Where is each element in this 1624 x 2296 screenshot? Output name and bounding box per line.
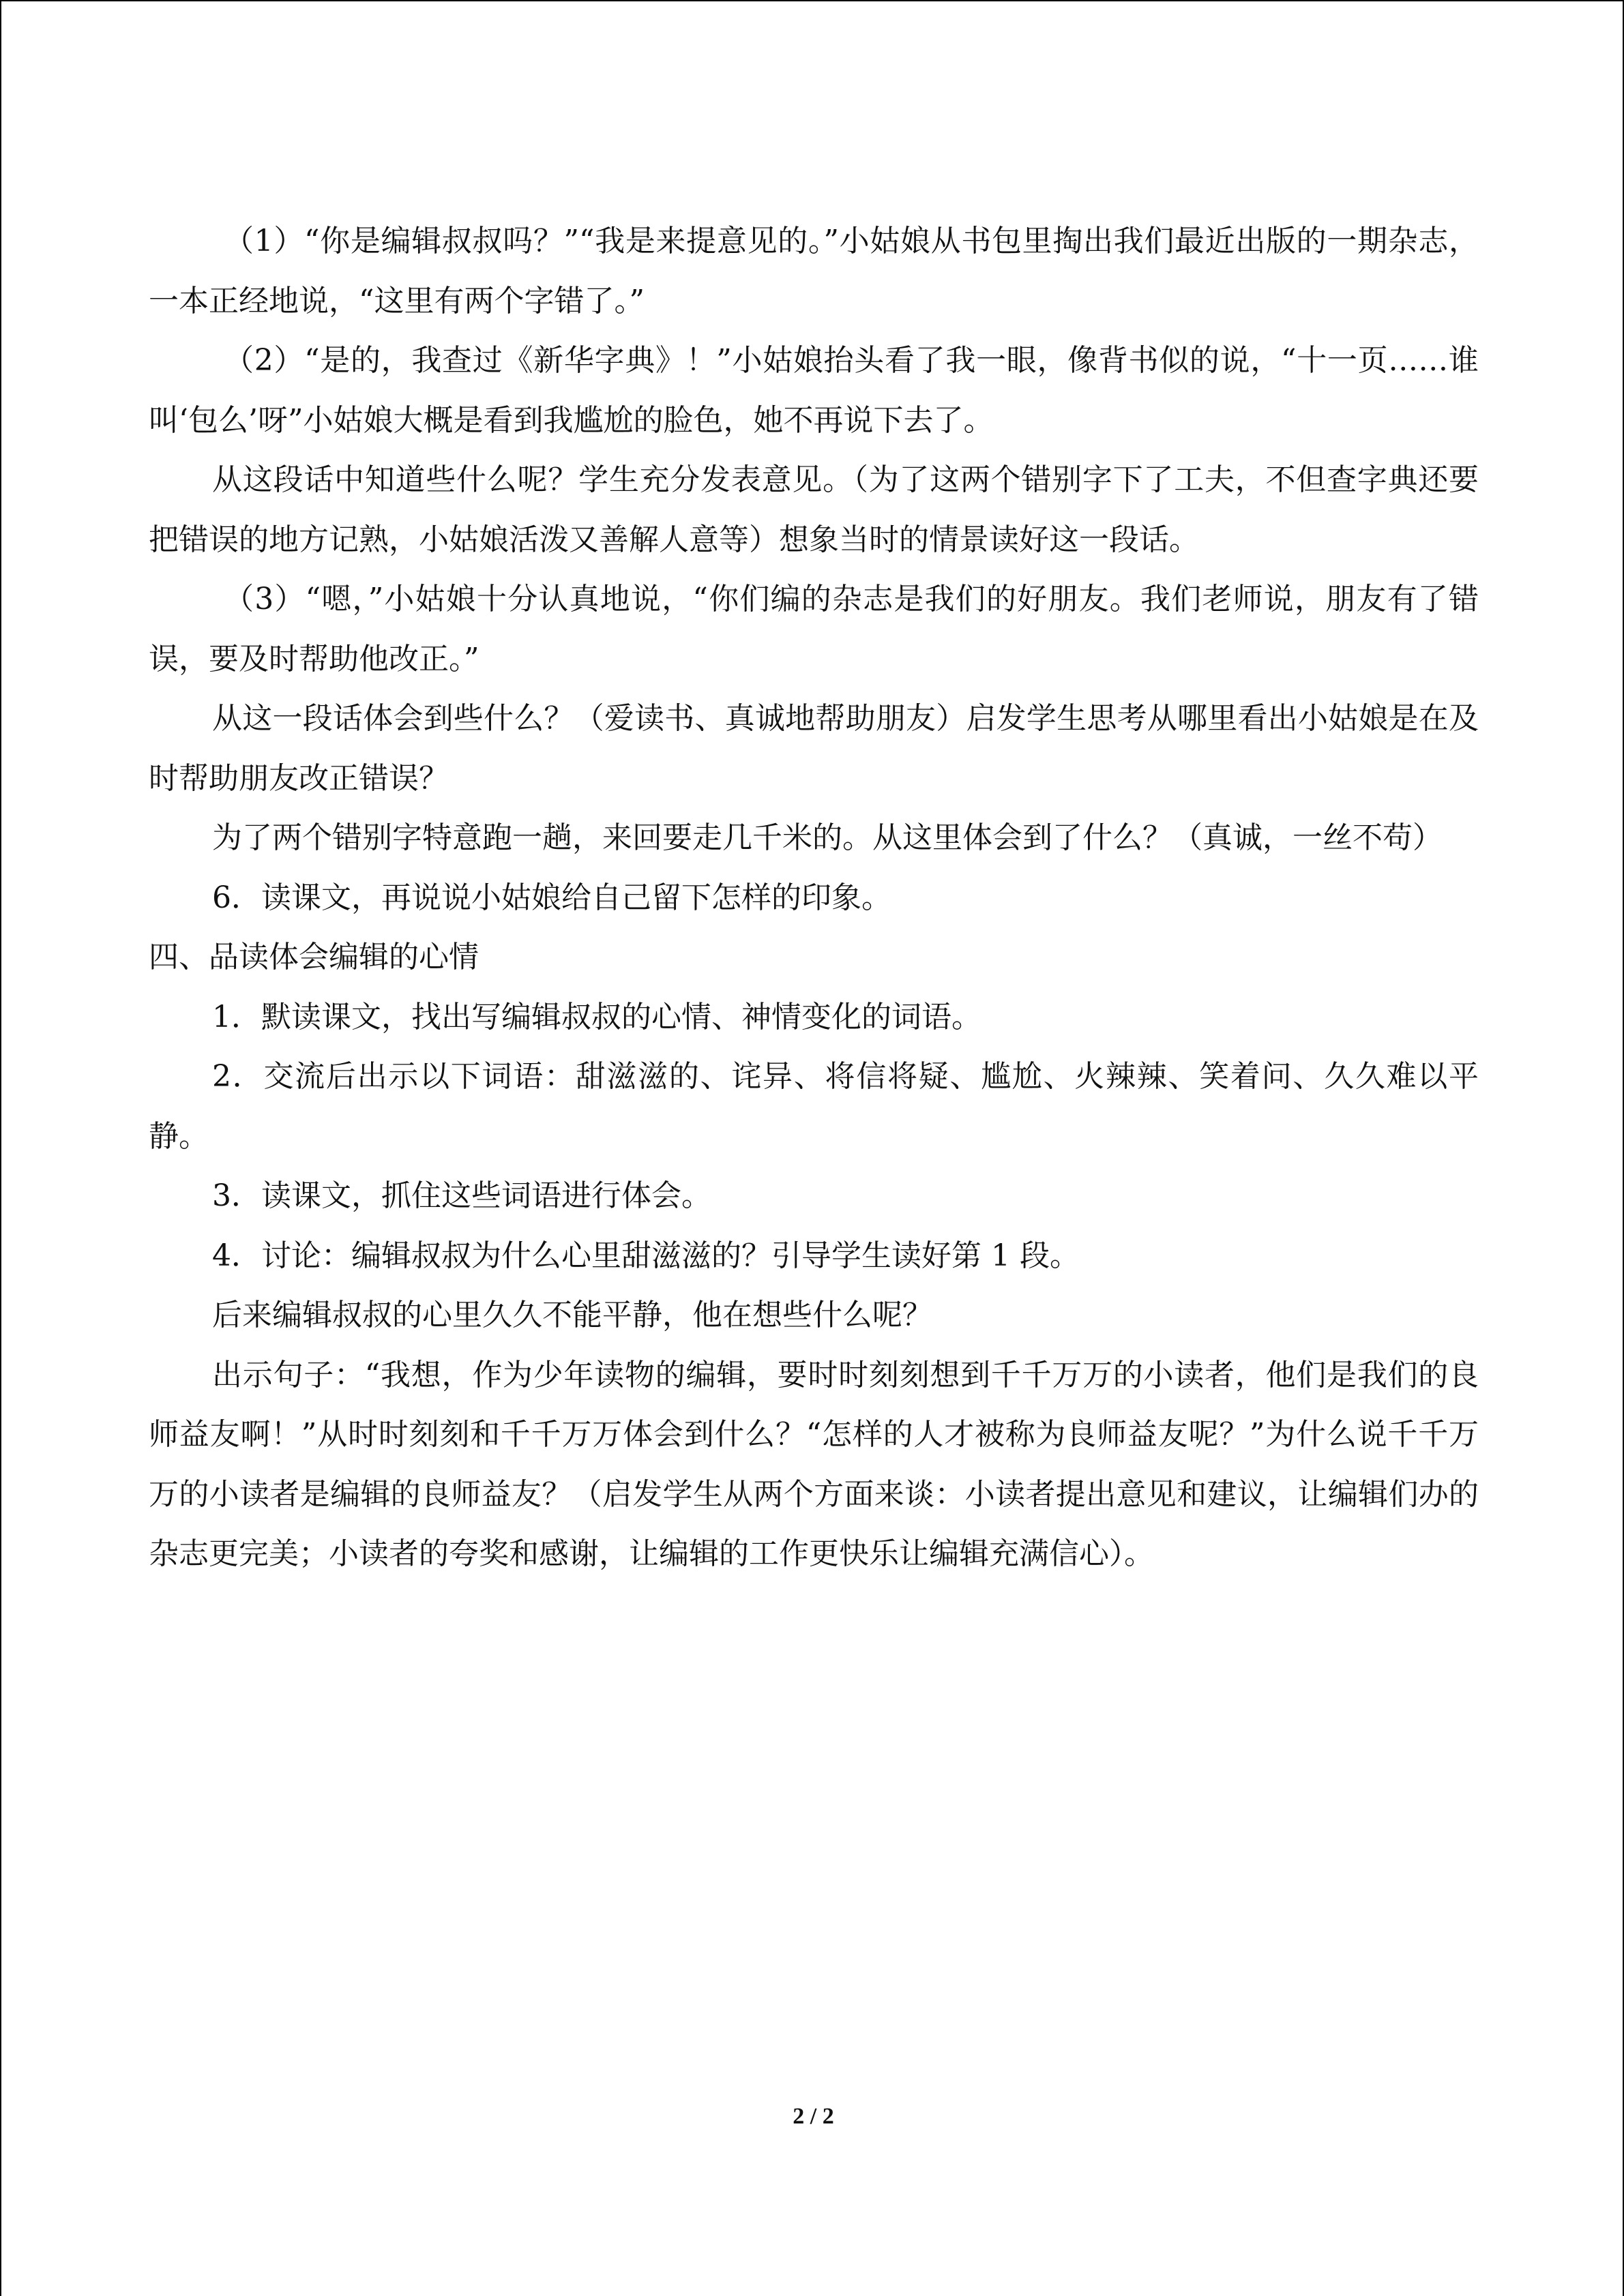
section-heading-4: 四、品读体会编辑的心情 [149,940,479,974]
list-item-6: 6．读课文，再说说小姑娘给自己留下怎样的印象。 [212,880,891,915]
paragraph-discussion-1: 从这段话中知道些什么呢？学生充分发表意见。（为了这两个错别字下了工夫，不但查字典还要把错误的地方记熟，小姑娘活泼又善解人意等）想象当时的情景读好这一段话。 [149,462,1479,557]
document-body [149,211,1479,1584]
page-number: 2 / 2 [793,2104,834,2129]
paragraph-quote-3: （3）“嗯，”小姑娘十分认真地说，“你们编的杂志是我们的好朋友。我们老师说，朋友有了错误，要及时帮助他改正。” [149,582,1479,676]
list-item-1: 1．默读课文，找出写编辑叔叔的心情、神情变化的词语。 [212,999,981,1034]
paragraph-quote-2: （2）“是的，我查过《新华字典》！”小姑娘抬头看了我一眼，像背书似的说，“十一页……谁叫‘包么’呀”小姑娘大概是看到我尴尬的脸色，她不再说下去了。 [149,343,1479,438]
list-item-2: 2．交流后出示以下词语：甜滋滋的、诧异、将信将疑、尴尬、火辣辣、笑着问、久久难以平静。 [149,1059,1479,1154]
paragraph-discussion-3: 为了两个错别字特意跑一趟，来回要走几千米的。从这里体会到了什么？（真诚，一丝不苟） [212,820,1443,855]
paragraph-question: 后来编辑叔叔的心里久久不能平静，他在想些什么呢？ [212,1298,932,1332]
paragraph-discussion-2: 从这一段话体会到些什么？（爱读书、真诚地帮助朋友）启发学生思考从哪里看出小姑娘是在及时帮助朋友改正错误？ [149,701,1479,796]
paragraph-sentence-display: 出示句子：“我想，作为少年读物的编辑，要时时刻刻想到千千万万的小读者，他们是我们的良师益友啊！”从时时刻刻和千千万万体会到什么？“怎样的人才被称为良师益友呢？”为什么说千千万万的小读者是编辑的良师益友？（启发学生从两个方面来谈：小读者提出意见和建议，让编辑们办的杂志更完美；小读者的夸奖和感谢，让编辑的工作更快乐让编辑充满信心）。 [149,1357,1479,1571]
paragraph-quote-1: （1）“你是编辑叔叔吗？”“我是来提意见的。”小姑娘从书包里掏出我们最近出版的一期杂志，一本正经地说，“这里有两个字错了。” [149,224,1479,318]
list-item-3: 3．读课文，抓住这些词语进行体会。 [212,1178,711,1213]
list-item-4: 4．讨论：编辑叔叔为什么心里甜滋滋的？引导学生读好第 1 段。 [212,1238,1080,1273]
